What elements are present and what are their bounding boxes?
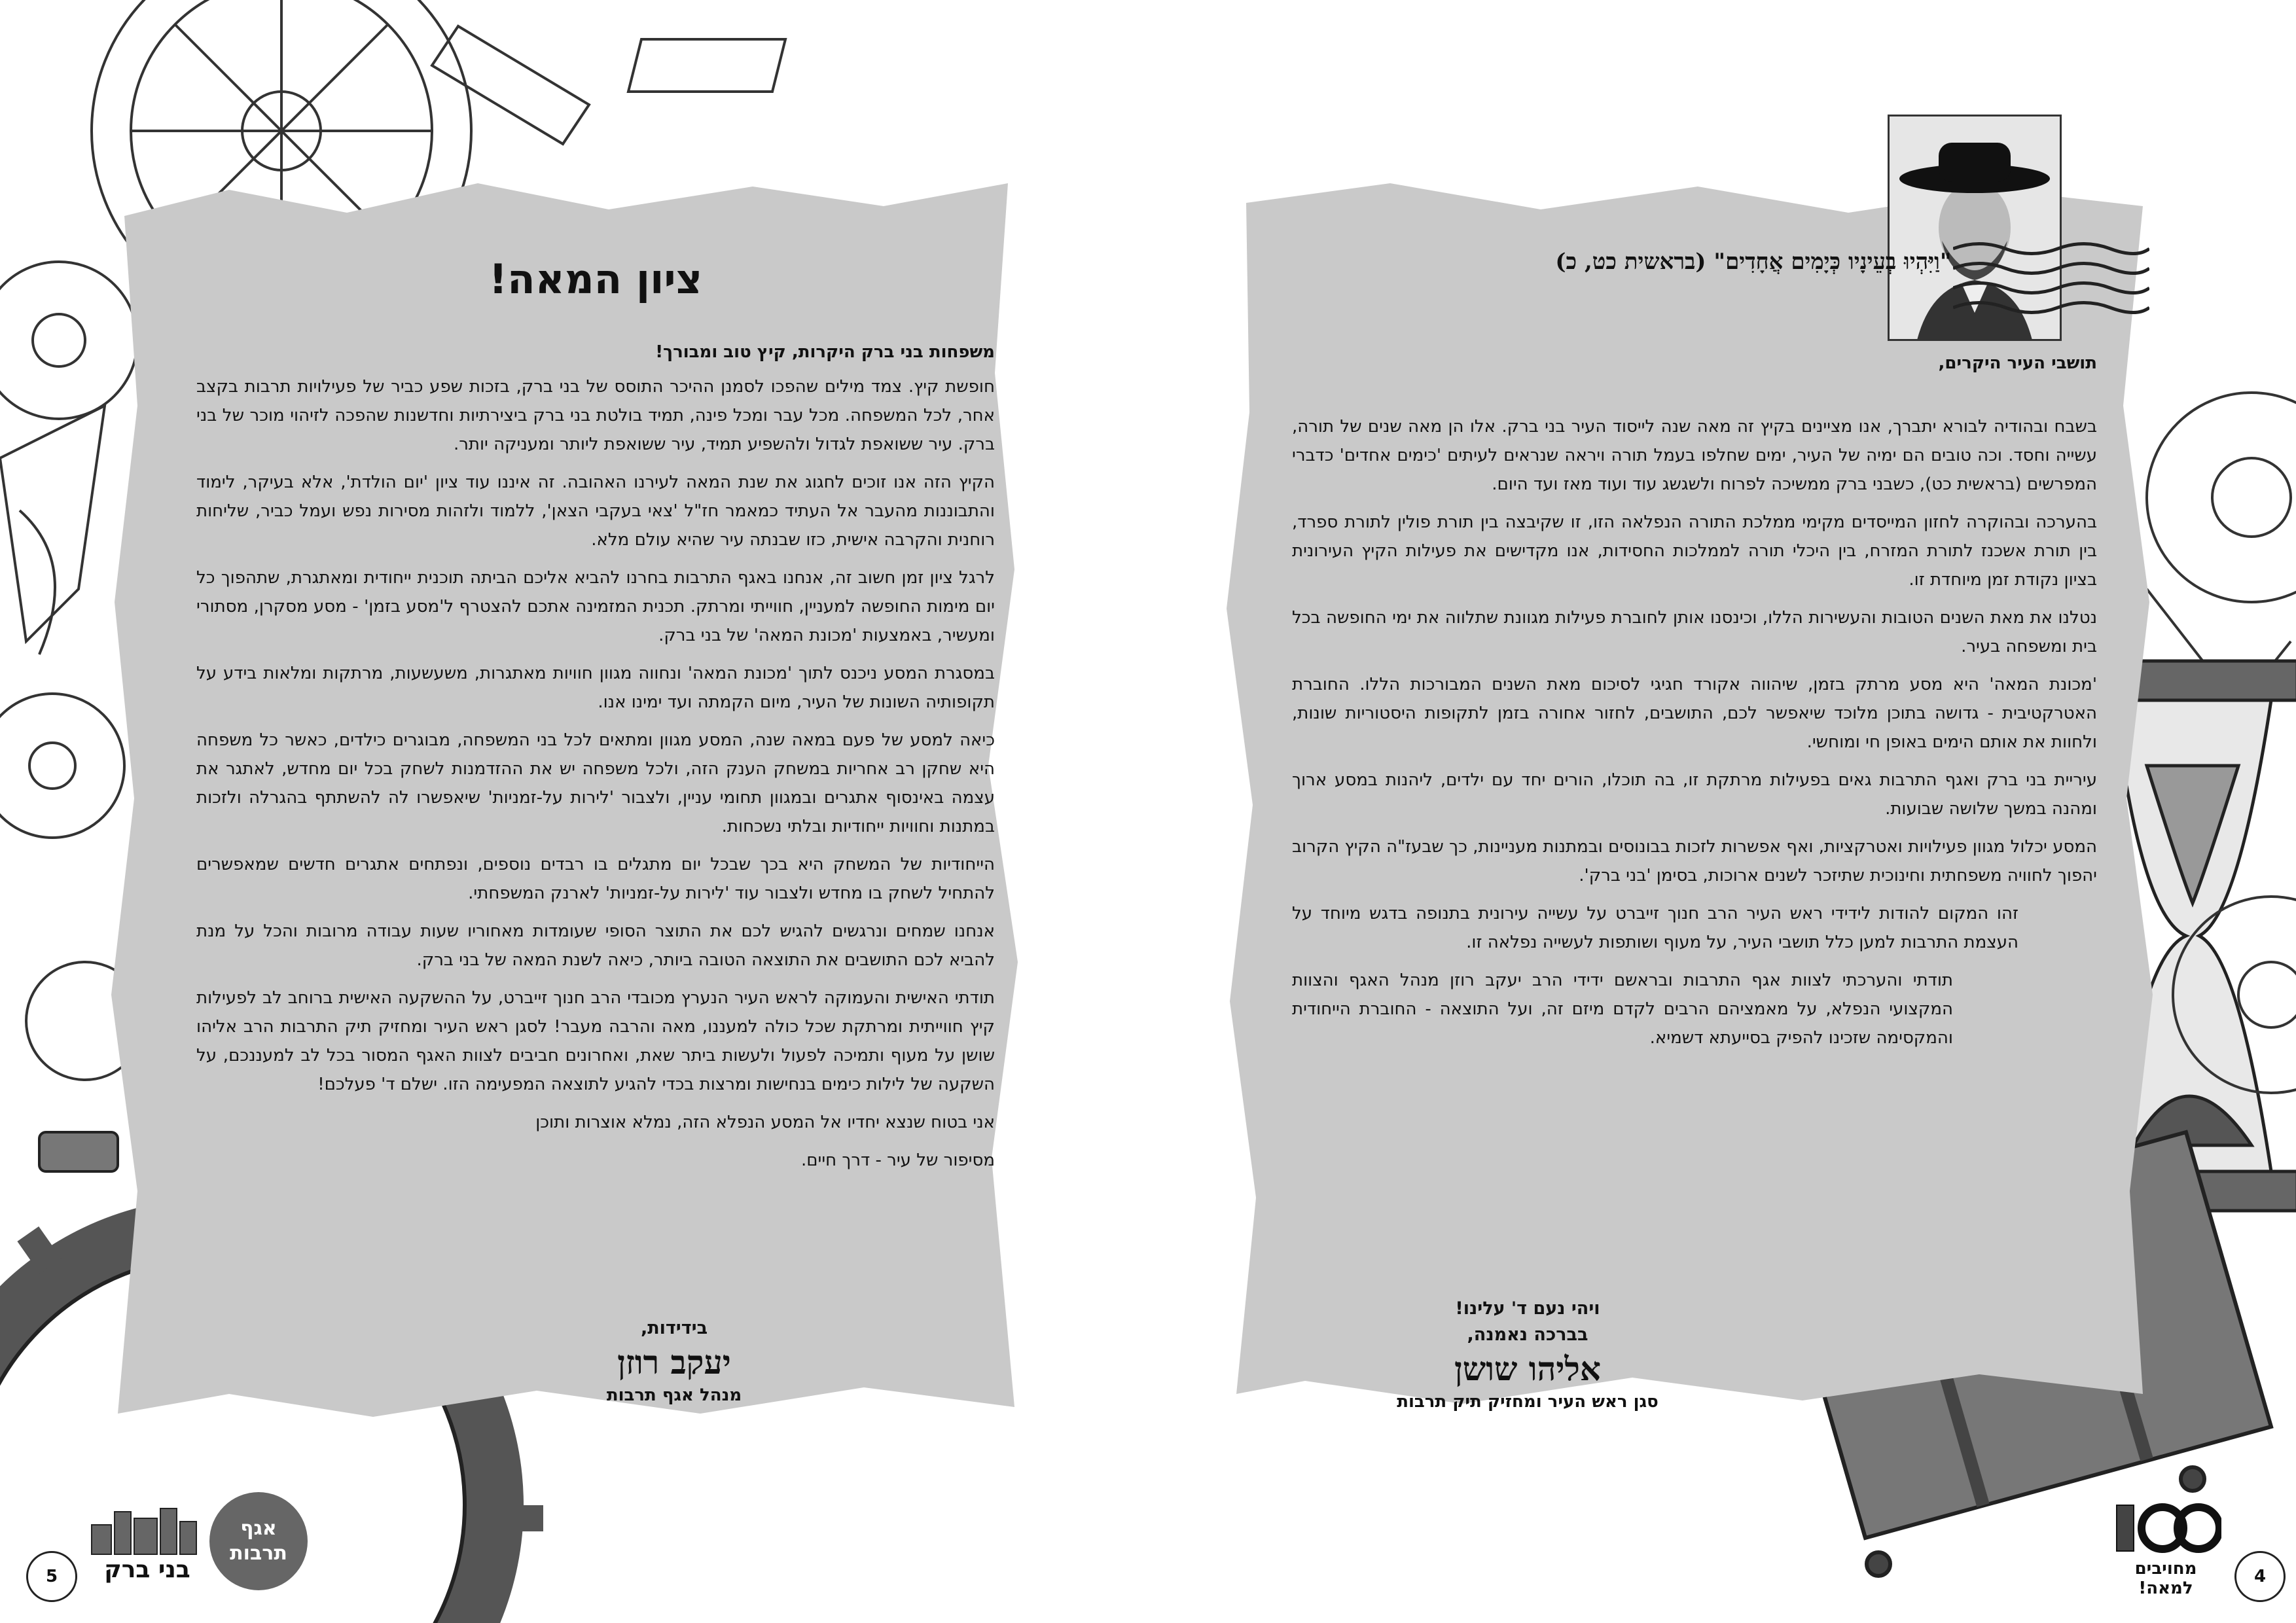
- paragraph: אנחנו שמחים ונרגשים להגיש לכם את התוצר הסופי שעומדות מאחוריו שעות עבודה מרובות והכל על מנת להביא לכם התושבים את התוצאה הטובה ביותר, כיאה לשנת המאה של בני ברק.: [196, 921, 995, 970]
- paragraph: מסיפור של עיר - דרך חיים.: [801, 1150, 995, 1170]
- signature-block: [1371, 1296, 1685, 1414]
- centennial-100-icon: [2110, 1486, 2221, 1558]
- signature-block: [576, 1315, 772, 1407]
- page-number: 5: [26, 1551, 77, 1602]
- paragraph: בשבח ובהודיה לבורא יתברך, אנו מציינים בקיץ זה מאה שנה לייסוד העיר בני ברק. אלו הן מאה שנים של תורה, עשייה וחסד. וכה טובים הם ימיה של העיר, ימים שחלפו בעמל תורה ויראה שנראים לעיתים 'כימים אחדים' כדברי המפרשים (בראשית כט), כשבני ברק ממשיכה לפרוח ולשגשג עוד ועוד מאז ועד היום.: [1292, 417, 2097, 494]
- paragraph: עיריית בני ברק ואגף התרבות גאים בפעילות מרתקת זו, בה תוכלו, הורים יחד עם ילדים, ליהנות במסע ארוך ומהנה במשך שלושה שבועות.: [1292, 770, 2097, 819]
- paragraph: הקיץ הזה אנו זוכים לחגוג את שנת המאה לעירנו האהובה. זה איננו עוד ציון 'יום הולדת', אלא בעיקר, לימוד והתבוננות מהעבר אל העתיד כמאמר חז"ל 'צאי בעקבי הצאן', ללמוד ולזהות מסירות נפש ועמל כביר, שליחות רוחנית והקרבה אישית, כזו שבנתה עיר שהיא עולם מלא.: [196, 473, 995, 550]
- city-skyline-icon: [85, 1499, 203, 1558]
- signature-closing: בידידות,: [640, 1318, 708, 1338]
- salutation: תושבי העיר היקרים,: [1938, 353, 2097, 373]
- paragraph: 'מכונת המאה' היא מסע מרתק בזמן, שיהווה אקורד חגיגי לסיכום מאת השנים המבורכות הללו. החוברת האטרקטיבית - גדושה בתוכן מלוכד שיאפשר לכם, התושבים, לחזור אחורה בזמן לתקופות היסטוריות שונות, ולחוות את אותם הימים באופן חי ומוחשי.: [1292, 675, 2097, 752]
- culture-department-badge: אגף תרבות: [209, 1492, 308, 1590]
- signature-role: מנהל אגף תרבות: [606, 1385, 742, 1405]
- salutation: משפחות בני ברק היקרות, קיץ טוב ומבורך!: [655, 342, 995, 362]
- verse-quote: "וַיִּהְיוּ בְעֵינָיו כְּיָמִים אֲחָדִים" (בראשית כט, כ): [1555, 249, 1952, 275]
- paragraph: המסע יכלול מגוון פעילויות ואטרקציות, ואף אפשרות לזכות בבונוסים ובמתנות מעניינות, כך שבעז"ה הקיץ הקרוב יהפוך לחוויה משפחתית וחינוכית שתיזכר לשנים ארוכות, בסימן 'בני ברק'.: [1292, 837, 2097, 885]
- paragraph: נטלנו את מאת השנים הטובות והעשירות הללו, וכינסנו אותן לחוברת פעילות מגוונת שתלווה את ימי החופשה בכל בית ומשפחה בעיר.: [1292, 608, 2097, 656]
- page-number: 4: [2234, 1551, 2286, 1602]
- paragraph: חופשת קיץ. צמד מילים שהפכו לסמנן ההיכר התוסס של בני ברק, בזכות שפע כביר של פעילויות תרבות בקצב אחר, לכל המשפחה. מכל עבר ומכל פינה, תמיד בולטת בני ברק ביצירתיות וחדשנות שהפכה לזיהוי מוכר של בני ברק. עיר ששואפת לגדול ולהשפיע תמיד, עיר ששואפת ליותר ומעניקה יותר.: [196, 377, 995, 454]
- right-page: [1148, 0, 2296, 1623]
- letter-content: [196, 255, 995, 1184]
- logo-text: מחויבים למאה!: [2134, 1559, 2197, 1598]
- letter-content: [1292, 249, 2097, 1061]
- bnei-brak-logo: [85, 1499, 203, 1584]
- signature-name: יעקב רוזן: [617, 1343, 731, 1382]
- page-title: ציון המאה!: [488, 255, 703, 303]
- paragraph: תודתי האישית והעמוקה לראש העיר הנערץ מכובדי הרב חנוך זייברט, על ההשקעה האישית ברוחב לב לפעילות קיץ חווייתית ומרתקת שכל כולה למעננו, מאה והרבה מעבר! לסגן ראש העיר ומחזיק תיק התרבות הרב אליהו שושן על מעוף ותמיכה לפעול ולעשות ביתר שאת, ואחרונים חביבים לצוות האגף המסור בכל לב למעננכם, על השקעה של לילות כימים בנחישות ומרצות בכדי להגיע לתוצאה המפעימה הזו. ישלם ד' פעלכם!: [196, 988, 995, 1094]
- logo-text: בני ברק: [104, 1556, 190, 1583]
- paragraph: הייחודיות של המשחק היא בכך שבכל יום מתגלים בו רבדים נוספים, ונפתחים אתגרים חדשים שמאפשרים להתחיל לשחק בו מחדש ולצבור עוד 'לירות על-זמניות' לארנק המשפחתי.: [196, 855, 995, 903]
- signature-closing: בברכה נאמנה,: [1467, 1325, 1588, 1345]
- signature-role: סגן ראש העיר ומחזיק תיק תרבות: [1397, 1392, 1659, 1412]
- signature-name: אליהו שושן: [1454, 1349, 1601, 1388]
- centennial-logo: [2110, 1486, 2221, 1597]
- paragraph: תודתי והערכתי לצוות אגף התרבות ובראשם ידידי הרב יעקב רוזן מנהל האגף והצוות המקצועי הנפלא, על מאמציהם הרבים לקדם מיזם זה, ועל התוצאה - החוברת הייחודית והמקסימה שזכינו להפיק בסייעתא דשמיא.: [1292, 971, 1953, 1048]
- paragraph: כיאה למסע של פעם במאה שנה, המסע מגוון ומתאים לכל בני המשפחה, מבוגרים כילדים, כאשר כל משפחה היא שחקן רב אחריות במשחק הענק הזה, ולכל משפחה יש את ההזדמנות לשחק בכל יום מחדש, לאתגר את עצמה באינסוף אתגרים ובמגוון תחומי עניין, ולצבור 'לירות על-זמניות' שיאפשרו לה להשתתף בהגרלה ולזכות במתנות וחוויות ייחודיות ובלתי נשכחות.: [196, 730, 995, 836]
- paragraph: אני בטוח שנצא יחדיו אל המסע הנפלא הזה, נמלא אוצרות ותוכן: [535, 1113, 995, 1132]
- signature-closing: ויהי נעם ד' עלינו!: [1455, 1298, 1600, 1319]
- paragraph: במסגרת המסע ניכנס לתוך 'מכונת המאה' ונחווה מגוון חוויות מאתגרות, משעשעות, מרתקות ומלאות בידע על תקופותיה השונות של העיר, מיום הקמתה ועד ימינו אנו.: [196, 664, 995, 712]
- paragraph: זהו המקום להודות לידידי ראש העיר הרב חנוך זייברט על עשייה עירונית בתנופה בדגש מיוחד על העצמת התרבות למען כלל תושבי העיר, על מעוף ושותפות לעשייה נפלאה זו.: [1292, 904, 2018, 952]
- paragraph: לרגל ציון זמן חשוב זה, אנחנו באגף התרבות בחרנו להביא אליכם הביתה תוכנית ייחודית ומאתגרת, שתהפוך כל יום מימות החופשה למעניין, חווייתי ומרתק. תכנית המזמינה אתכם להצטרף ל'מסע בזמן' - מסע מסקרן, מסתורי ומעשיר, באמצעות 'מכונת המאה' של בני ברק.: [196, 568, 995, 645]
- paragraph: בהערכה ובהוקרה לחזון המייסדים מקימי ממלכת התורה הנפלאה הזו, זו שקיבצה בין תורת פולין לתורת ספרד, בין תורת אשכנז לתורת המזרח, בין היכלי תורה לממלכות החסידות, אנו מקדישים את פעילות הקיץ העירונית בציון נקודת זמן מיוחדת זו.: [1292, 512, 2097, 590]
